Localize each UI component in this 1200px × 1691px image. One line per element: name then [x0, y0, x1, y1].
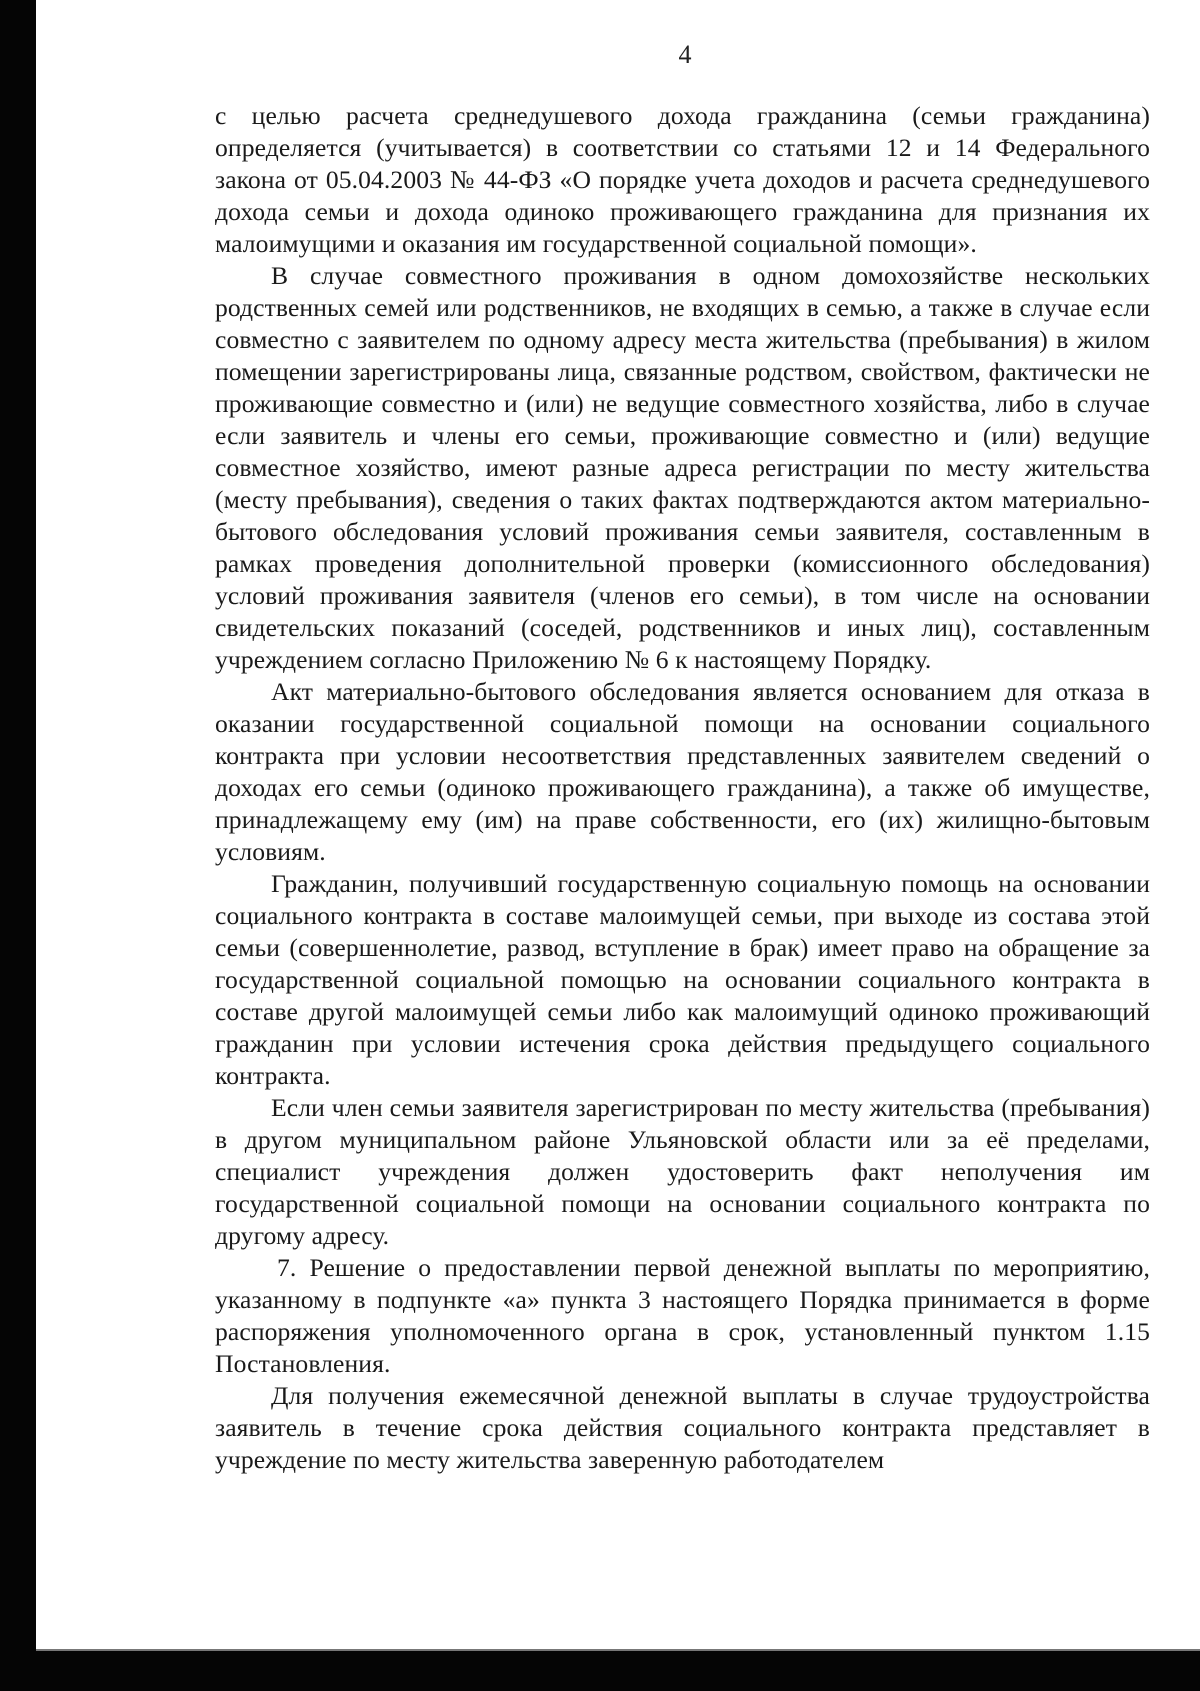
paragraph-joint-residence: В случае совместного проживания в одном домохозяйстве нескольких родственных семей или родственников, не входящих в семью, а также в случае если совместно с заявителем по одному адресу места жительства (пребывания) в жилом помещении зарегистрированы лица, связанные родством, свойством, фактически не проживающие совместно и (или) не ведущие совместного хозяйства, либо в случае если заявитель и члены его семьи, проживающие совместно и (или) ведущие совместное хозяйство, имеют разные адреса регистрации по месту жительства (месту пребывания), сведения о таких фактах подтверждаются актом материально-бытового обследования условий проживания семьи заявителя, составленным в рамках проведения дополнительной проверки (комиссионного обследования) условий проживания заявителя (членов его семьи), в том числе на основании свидетельских показаний (соседей, родственников и иных лиц), составленным учреждением согласно Приложению № 6 к настоящему Порядку.: [215, 261, 1150, 674]
paragraph-item-7: 7. Решение о предоставлении первой денежной выплаты по мероприятию, указанному в подпункте «а» пункта 3 настоящего Порядка принимается в форме распоряжения уполномоченного органа в срок, установленный пунктом 1.15 Постановления.: [215, 1253, 1150, 1378]
page-number: 4: [678, 40, 692, 69]
paragraph-citizen-leaving-family: Гражданин, получивший государственную социальную помощь на основании социального контракта в составе малоимущей семьи, при выходе из состава этой семьи (совершеннолетие, развод, вступление в брак) имеет право на обращение за государственной социальной помощью на основании социального контракта в составе другой малоимущей семьи либо как малоимущий одиноко проживающий гражданин при условии истечения срока действия предыдущего социального контракта.: [215, 869, 1150, 1090]
paragraph-other-district: Если член семьи заявителя зарегистрирован по месту жительства (пребывания) в другом муниципальном районе Ульяновской области или за её пределами, специалист учреждения должен удостоверить факт неполучения им государственной социальной помощи на основании социального контракта по другому адресу.: [215, 1093, 1150, 1250]
scan-border-left: [0, 0, 36, 1691]
paragraph-inspection-act: Акт материально-бытового обследования является основанием для отказа в оказании государственной социальной помощи на основании социального контракта при условии несоответствия представленных заявителем сведений о доходах его семьи (одиноко проживающего гражданина), а также об имуществе, принадлежащему ему (им) на праве собственности, его (их) жилищно-бытовым условиям.: [215, 677, 1150, 866]
paragraph-continuation: с целью расчета среднедушевого дохода гражданина (семьи гражданина) определяется (учитывается) в соответствии со статьями 12 и 14 Федерального закона от 05.04.2003 № 44-ФЗ «О порядке учета доходов и расчета среднедушевого дохода семьи и дохода одиноко проживающего гражданина для признания их малоимущими и оказания им государственной социальной помощи».: [215, 101, 1150, 258]
paragraph-monthly-payment: Для получения ежемесячной денежной выплаты в случае трудоустройства заявитель в течение срока действия социального контракта представляет в учреждение по месту жительства заверенную работодателем: [215, 1381, 1150, 1474]
document-body: [215, 100, 1150, 1476]
scan-border-bottom: [0, 1651, 1200, 1691]
